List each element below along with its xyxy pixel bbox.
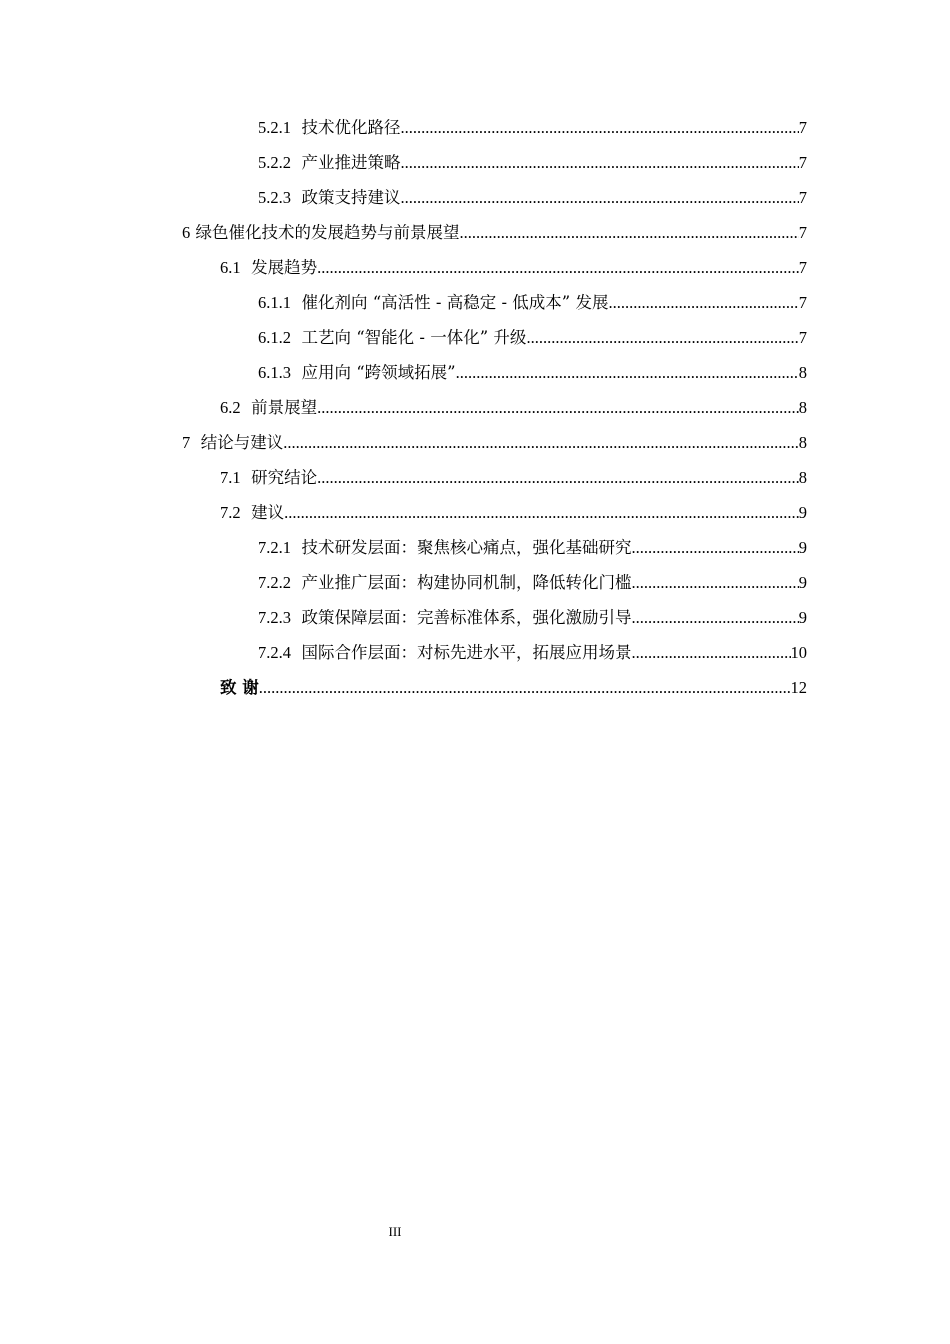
toc-entry-7-2-4[interactable] (258, 635, 807, 670)
toc-entry-number: 6.1 (220, 258, 241, 277)
toc-entry-title: 政策保障层面：完善标准体系，强化激励引导 (301, 608, 632, 627)
toc-entry-number: 7.2.2 (258, 573, 291, 592)
toc-entry-number: 5.2.3 (258, 188, 291, 207)
toc-entry-6[interactable] (182, 215, 807, 250)
toc-entry-number: 6.1.2 (258, 328, 291, 347)
toc-entry-title: 产业推进策略 (301, 153, 401, 172)
toc-entry-page: 7 (798, 153, 807, 172)
dot-leader (526, 320, 798, 355)
toc-entry-number: 7 (182, 433, 191, 452)
toc-entry-number: 7.1 (220, 468, 241, 487)
toc-entry-number: 6 (182, 223, 191, 242)
toc-entry-title: 技术研发层面：聚焦核心痛点，强化基础研究 (301, 538, 632, 557)
toc-entry-page: 10 (790, 643, 807, 662)
toc-entry-title: 产业推广层面：构建协同机制，降低转化门槛 (301, 573, 632, 592)
toc-entry-title: 建议 (251, 503, 285, 522)
dot-leader (317, 460, 799, 495)
toc-entry-title: 研究结论 (251, 468, 318, 487)
toc-entry-number: 7.2.4 (258, 643, 291, 662)
toc-entry-6-1[interactable] (220, 250, 807, 285)
dot-leader (401, 145, 799, 180)
toc-entry-6-1-2[interactable] (258, 320, 807, 355)
toc-entry-number: 6.1.1 (258, 293, 291, 312)
toc-entry-page: 7 (798, 293, 807, 312)
toc-entry-title: 工艺向 “智能化 - 一体化” 升级 (301, 328, 527, 347)
toc-entry-7-2-2[interactable] (258, 565, 807, 600)
toc-entry-7-2-3[interactable] (258, 600, 807, 635)
dot-leader (632, 600, 799, 635)
toc-entry-title: 发展趋势 (251, 258, 318, 277)
toc-entry-acknowledgements[interactable] (220, 670, 807, 705)
toc-entry-7-2[interactable] (220, 495, 807, 530)
page-number-footer: III (388, 1224, 402, 1239)
toc-entry-6-2[interactable] (220, 390, 807, 425)
dot-leader (401, 110, 799, 145)
dot-leader (283, 425, 799, 460)
toc-entry-page: 8 (798, 398, 807, 417)
toc-entry-5-2-3[interactable] (258, 180, 807, 215)
dot-leader (460, 215, 799, 250)
toc-entry-page: 12 (790, 678, 807, 697)
toc-entry-number: 6.1.3 (258, 363, 291, 382)
toc-entry-5-2-1[interactable] (258, 110, 807, 145)
toc-entry-page: 9 (798, 538, 807, 557)
toc-entry-title: 国际合作层面：对标先进水平，拓展应用场景 (301, 643, 632, 662)
toc-entry-page: 8 (798, 468, 807, 487)
dot-leader (284, 495, 799, 530)
toc-entry-title: 前景展望 (251, 398, 318, 417)
toc-entry-number: 7.2 (220, 503, 241, 522)
toc-entry-title: 绿色催化技术的发展趋势与前景展望 (195, 223, 460, 242)
dot-leader (401, 180, 799, 215)
toc-entry-page: 7 (798, 258, 807, 277)
toc-entry-title: 政策支持建议 (301, 188, 401, 207)
toc-entry-number: 7.2.3 (258, 608, 291, 627)
dot-leader (632, 635, 791, 670)
dot-leader (259, 670, 791, 705)
toc-entry-page: 7 (798, 118, 807, 137)
toc-entry-page: 8 (798, 433, 807, 452)
dot-leader (317, 250, 799, 285)
toc-entry-title: 技术优化路径 (301, 118, 401, 137)
dot-leader (609, 285, 799, 320)
toc-entry-6-1-1[interactable] (258, 285, 807, 320)
toc-entry-page: 9 (798, 573, 807, 592)
toc-entry-title: 致 谢 (220, 678, 259, 697)
toc-entry-page: 8 (798, 363, 807, 382)
toc-entry-number: 5.2.1 (258, 118, 291, 137)
toc-entry-7[interactable] (182, 425, 807, 460)
toc-entry-number: 7.2.1 (258, 538, 291, 557)
toc-entry-page: 9 (798, 503, 807, 522)
toc-entry-title: 结论与建议 (200, 433, 284, 452)
toc-entry-7-1[interactable] (220, 460, 807, 495)
toc-entry-title: 催化剂向 “高活性 - 高稳定 - 低成本” 发展 (301, 293, 609, 312)
toc-entry-5-2-2[interactable] (258, 145, 807, 180)
dot-leader (456, 355, 799, 390)
toc-entry-page: 9 (798, 608, 807, 627)
toc-entry-page: 7 (798, 328, 807, 347)
toc-entry-title: 应用向 “跨领域拓展” (301, 363, 456, 382)
toc-entry-6-1-3[interactable] (258, 355, 807, 390)
dot-leader (317, 390, 799, 425)
toc-entry-page: 7 (798, 223, 807, 242)
toc-entry-7-2-1[interactable] (258, 530, 807, 565)
toc-entry-page: 7 (798, 188, 807, 207)
toc-entry-number: 6.2 (220, 398, 241, 417)
toc-entry-number: 5.2.2 (258, 153, 291, 172)
dot-leader (632, 565, 799, 600)
dot-leader (632, 530, 799, 565)
